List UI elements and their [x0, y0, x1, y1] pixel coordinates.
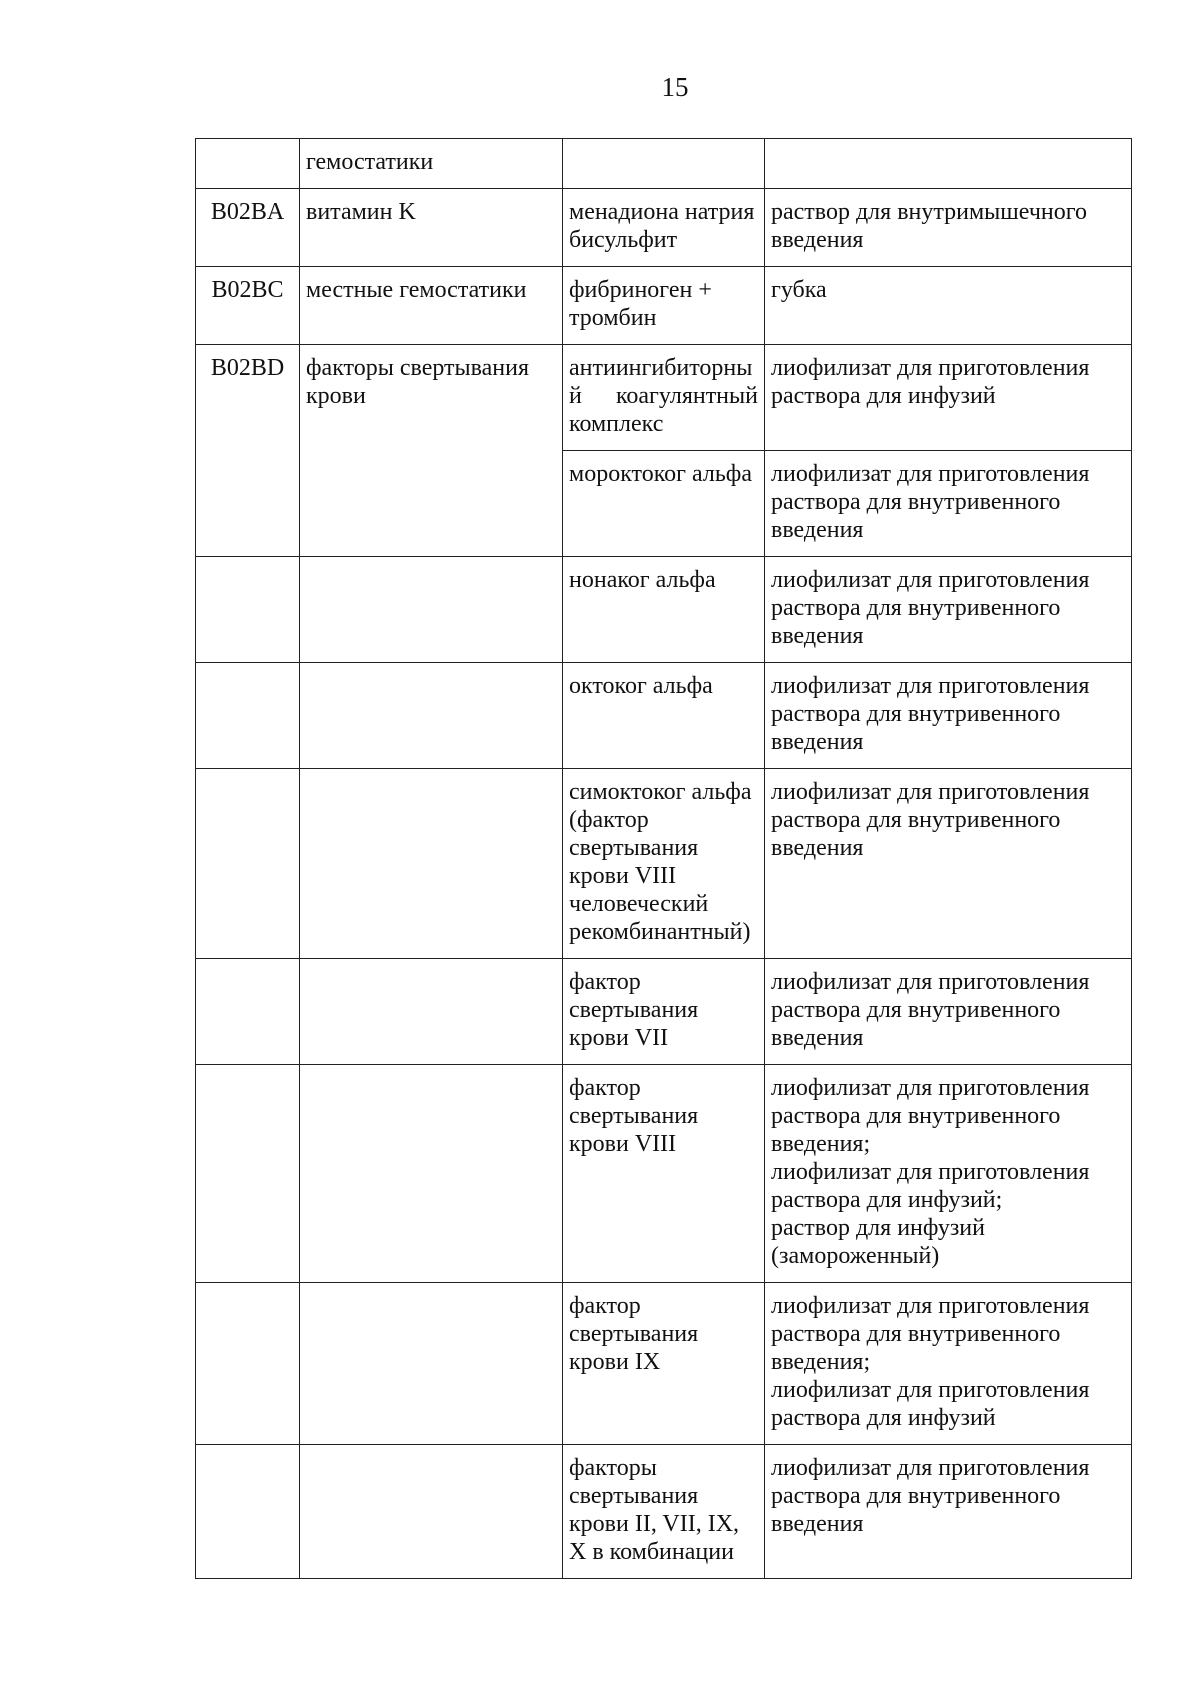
cell-text-line: введения — [771, 1511, 864, 1537]
table-row — [196, 663, 1132, 769]
atc-code-cell — [196, 1283, 300, 1445]
cell-text-line: раствора для инфузий — [771, 1405, 996, 1431]
dosage-form-cell — [765, 1445, 1132, 1579]
cell-text-line: раствора для внутривенного — [771, 701, 1061, 727]
page-number: 15 — [661, 72, 689, 102]
drug-name-cell — [563, 1065, 765, 1283]
cell-text-line: фактор — [569, 969, 641, 995]
cell-text-line: симоктоког альфа — [569, 779, 752, 805]
cell-text-line: введения — [771, 835, 864, 861]
drug-name-cell — [563, 663, 765, 769]
cell-text-line: лиофилизат для приготовления — [771, 1159, 1090, 1185]
table-row — [196, 139, 1132, 189]
cell-text-line: свертывания — [569, 1103, 699, 1129]
cell-text-line: введения — [771, 517, 864, 543]
cell-text-line: крови IX — [569, 1349, 661, 1375]
drug-name-cell — [563, 267, 765, 345]
cell-text-line: свертывания — [569, 1321, 699, 1347]
cell-text-line: лиофилизат для приготовления — [771, 1075, 1090, 1101]
drug-name-cell — [563, 451, 765, 557]
atc-code-cell — [196, 1065, 300, 1283]
table-row — [196, 959, 1132, 1065]
cell-text-line: октоког альфа — [569, 673, 713, 699]
dosage-form-cell — [765, 557, 1132, 663]
cell-text-line: комплекс — [569, 411, 664, 437]
drug-name-cell — [563, 345, 765, 451]
group-name-cell — [300, 345, 563, 557]
cell-text-line: лиофилизат для приготовления — [771, 355, 1090, 381]
dosage-form-cell — [765, 139, 1132, 189]
drug-name-cell — [563, 557, 765, 663]
table-row — [196, 1065, 1132, 1283]
table-row — [196, 189, 1132, 267]
cell-text-line: менадиона натрия — [569, 199, 755, 225]
cell-text-line: раствора для внутривенного — [771, 1483, 1061, 1509]
cell-text-line: лиофилизат для приготовления — [771, 1293, 1090, 1319]
cell-text-line: крови VIII — [569, 1131, 677, 1157]
cell-text-line: лиофилизат для приготовления — [771, 1377, 1090, 1403]
cell-text-line: фактор — [569, 1293, 641, 1319]
cell-text-line: факторы свертывания — [306, 355, 530, 381]
cell-text-line: лиофилизат для приготовления — [771, 969, 1090, 995]
table-row — [196, 345, 1132, 451]
cell-text-line: губка — [771, 277, 827, 303]
cell-text-line: раствор для внутримышечного — [771, 199, 1087, 225]
cell-text-line: раствора для внутривенного — [771, 997, 1061, 1023]
cell-text-line: свертывания — [569, 997, 699, 1023]
dosage-form-cell — [765, 345, 1132, 451]
group-name-cell — [300, 267, 563, 345]
cell-text-line: свертывания — [569, 835, 699, 861]
group-name-cell — [300, 1065, 563, 1283]
cell-text-line: крови II, VII, IX, — [569, 1511, 740, 1537]
cell-text-line: X в комбинации — [569, 1539, 734, 1565]
group-name-cell — [300, 189, 563, 267]
table-body — [196, 139, 1132, 1579]
medication-table — [195, 138, 1132, 1579]
group-name-cell — [300, 1445, 563, 1579]
dosage-form-cell — [765, 189, 1132, 267]
cell-text-line: фактор — [569, 1075, 641, 1101]
cell-text-line: введения — [771, 623, 864, 649]
group-name-cell — [300, 139, 563, 189]
group-name-cell — [300, 663, 563, 769]
cell-text-line: раствор для инфузий — [771, 1215, 985, 1241]
atc-code-cell: B02BD — [196, 345, 300, 557]
cell-text-line: лиофилизат для приготовления — [771, 1455, 1090, 1481]
cell-text-line: фибриноген + — [569, 277, 712, 303]
group-name-cell — [300, 557, 563, 663]
cell-text-line: крови VIII — [569, 863, 677, 889]
dosage-form-cell — [765, 267, 1132, 345]
cell-text-line: факторы — [569, 1455, 657, 1481]
dosage-form-cell — [765, 451, 1132, 557]
cell-text-line: введения — [771, 729, 864, 755]
cell-text-line: лиофилизат для приготовления — [771, 673, 1090, 699]
cell-text-line: (фактор — [569, 807, 649, 833]
dosage-form-cell — [765, 1065, 1132, 1283]
cell-text-line: бисульфит — [569, 227, 678, 253]
drug-name-cell — [563, 189, 765, 267]
group-name-cell — [300, 1283, 563, 1445]
table-row — [196, 1445, 1132, 1579]
cell-text-line: раствора для инфузий; — [771, 1187, 1003, 1213]
cell-text-line: антиингибиторны — [569, 355, 753, 381]
dosage-form-cell — [765, 959, 1132, 1065]
atc-code-cell — [196, 663, 300, 769]
cell-text-line: лиофилизат для приготовления — [771, 567, 1090, 593]
atc-code-cell — [196, 959, 300, 1065]
cell-text-line: введения — [771, 227, 864, 253]
cell-text-line: крови VII — [569, 1025, 669, 1051]
table-row — [196, 557, 1132, 663]
cell-text-line: раствора для внутривенного — [771, 1321, 1061, 1347]
cell-text-line: крови — [306, 383, 366, 409]
drug-name-cell — [563, 769, 765, 959]
cell-text-line: раствора для внутривенного — [771, 1103, 1061, 1129]
cell-text-line: гемостатики — [306, 149, 434, 175]
cell-text-line: (замороженный) — [771, 1243, 940, 1269]
dosage-form-cell — [765, 769, 1132, 959]
group-name-cell — [300, 769, 563, 959]
cell-text-line: местные гемостатики — [306, 277, 527, 303]
cell-text-line: введения; — [771, 1349, 871, 1375]
atc-code-cell — [196, 139, 300, 189]
drug-name-cell — [563, 139, 765, 189]
atc-code-cell: B02BA — [196, 189, 300, 267]
table-row — [196, 1283, 1132, 1445]
cell-text-line: тромбин — [569, 305, 657, 331]
drug-name-cell — [563, 959, 765, 1065]
cell-text-line: нонаког альфа — [569, 567, 716, 593]
cell-text-line: раствора для внутривенного — [771, 807, 1061, 833]
cell-text-line: свертывания — [569, 1483, 699, 1509]
group-name-cell — [300, 959, 563, 1065]
cell-text-line: рекомбинантный) — [569, 919, 751, 945]
cell-text-line: мороктоког альфа — [569, 461, 752, 487]
table-row — [196, 769, 1132, 959]
cell-text-line: раствора для внутривенного — [771, 489, 1061, 515]
cell-text-line: раствора для инфузий — [771, 383, 996, 409]
atc-code-cell — [196, 1445, 300, 1579]
cell-text-line: лиофилизат для приготовления — [771, 461, 1090, 487]
cell-text-line: введения; — [771, 1131, 871, 1157]
table-row — [196, 267, 1132, 345]
atc-code-cell — [196, 557, 300, 663]
cell-text-line: витамин K — [306, 199, 416, 225]
cell-text-line: раствора для внутривенного — [771, 595, 1061, 621]
drug-name-cell — [563, 1445, 765, 1579]
dosage-form-cell — [765, 663, 1132, 769]
cell-text-line: введения — [771, 1025, 864, 1051]
cell-text-line: человеческий — [569, 891, 709, 917]
atc-code-cell — [196, 769, 300, 959]
cell-text-line: лиофилизат для приготовления — [771, 779, 1090, 805]
drug-name-cell — [563, 1283, 765, 1445]
atc-code-cell: B02BC — [196, 267, 300, 345]
dosage-form-cell — [765, 1283, 1132, 1445]
cell-text-line: й коагулянтный — [569, 383, 758, 409]
